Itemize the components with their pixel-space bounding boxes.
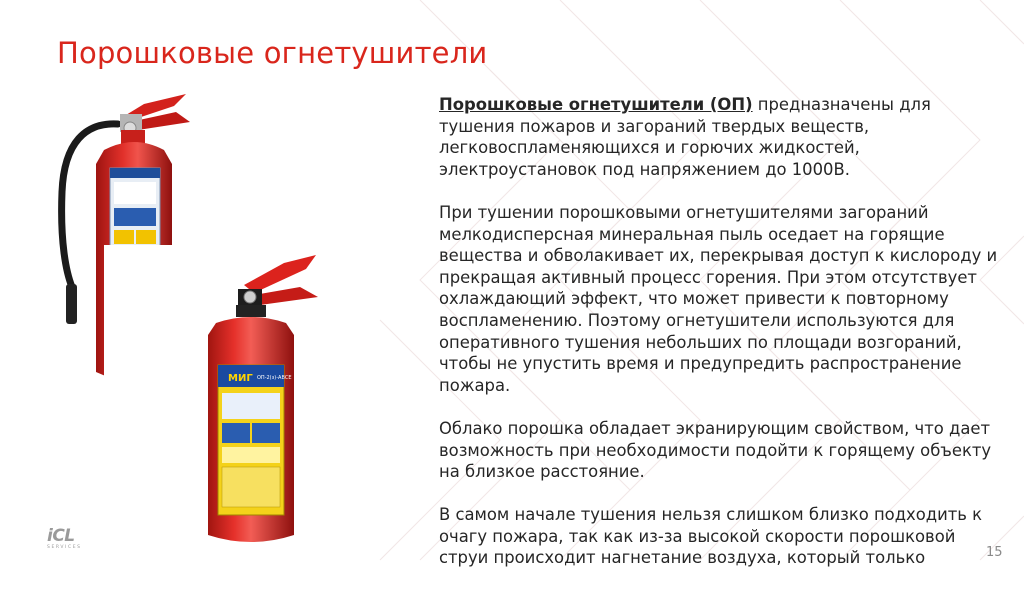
logo-sub: SERVICES	[47, 545, 82, 550]
paragraph-definition-body: предназначены для тушения пожаров и загораний твердых веществ, легковоспламеняющихся и горючих жидкостей, электроустановок под напряжением до 1000В.	[439, 95, 931, 179]
paragraph-mechanism: При тушении порошковыми огнетушителями загораний мелкодисперсная минеральная пыль оседает на горящие вещества и обволакивает их, перекрывая доступ к кислороду и прекращая активный процесс горения. При этом отсутствует охлаждающий эффект, что может привести к повторному воспламенению. Поэтому огнетушители используются для оперативного тушения небольших по площади возгораний, чтобы не упустить время и предупредить распространение пожара.	[439, 202, 998, 395]
small-model-text: ОП-2(з)-АВСЕ	[257, 375, 292, 381]
text-content	[439, 94, 999, 591]
logo-name: iCL	[47, 526, 75, 546]
company-logo	[47, 528, 82, 551]
page-number: 15	[986, 545, 1003, 560]
slide-title: Порошковые огнетушители	[57, 36, 488, 70]
paragraph-definition	[439, 94, 999, 180]
paragraph-caution: В самом начале тушения нельзя слишком близко подходить к очагу пожара, так как из-за высокой скорости порошковой струи происходит нагнетание воздуха, который только	[439, 505, 983, 568]
small-brand-text: МИГ	[228, 373, 253, 384]
extinguisher-small-image	[104, 245, 344, 550]
paragraph-lead-term: Порошковые огнетушители (ОП)	[439, 95, 753, 114]
paragraph-screening: Облако порошка обладает экранирующим свойством, что дает возможность при необходимости подойти к горящему объекту на близкое расстояние.	[439, 418, 992, 482]
